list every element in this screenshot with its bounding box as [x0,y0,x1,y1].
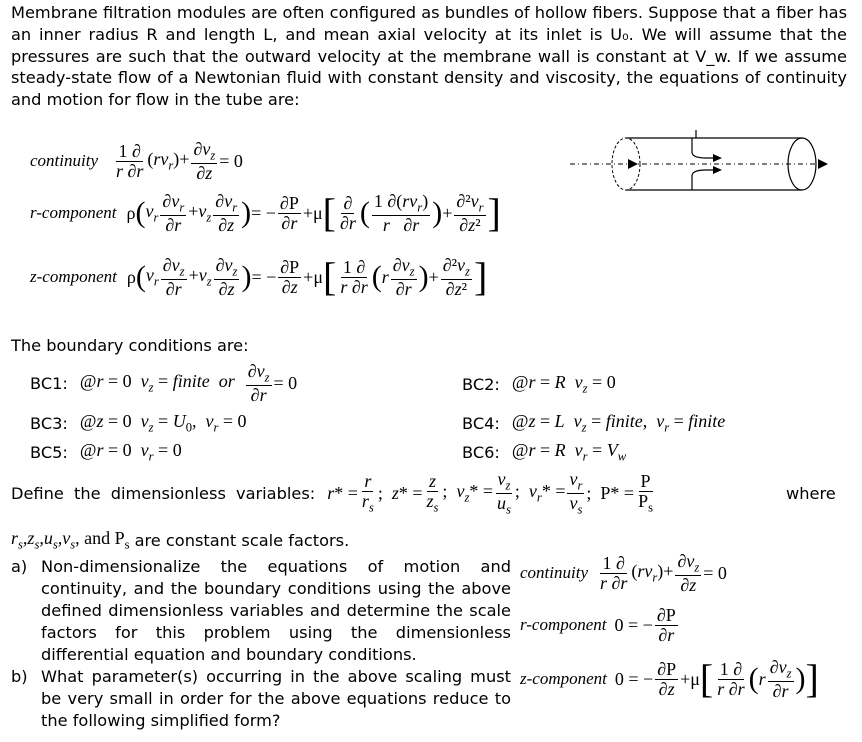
bc2-row: BC2: @r = R $v_z = 0$ [462,372,616,396]
r-component-equation: r-component ρ ( $v_r$ $\frac{\partial v_r}{\partial r}$ $+v_z$ $\frac{\partial v_r}{\partial z}$ ) = − $\frac{\partial P}{\partial r}$ +μ [ $\frac{\partial}{\partial r}$ ( $\frac{1 \partial(rv_r)}{r \partial r}$ ) + $\frac{\partial^2v_r}{\text{∂z²}}$ ] [30,190,501,236]
bc6-row: BC6: @r = R $v_r = V_w$ [462,440,627,464]
bc3-label: BC3: [30,413,68,433]
r-component-label: r-component [30,203,117,223]
question-b [11,666,511,732]
bc1-row: BC1: @r = 0 $v_z$ = finite or $\frac{\partial v_z}{\partial r}$ = 0 [30,361,298,405]
simplified-continuity: continuity $\frac{1 \partial}{r \partial r}$ $(rv_r)+$ $\frac{\partial v_z}{\partial z}$ = 0 [520,551,727,595]
bc2-label: BC2: [462,374,500,394]
where-text: where [786,484,836,503]
bc5-label: BC5: [30,442,68,462]
simplified-continuity-label: continuity [520,563,588,583]
simplified-r-component: r-component 0 = − $\frac{\partial P}{\partial r}$ [520,605,676,645]
bc1-label: BC1: [30,373,68,393]
question-b-text: What parameter(s) occurring in the above scaling must be very small in order for the above equations reduce to the following simplified form? [41,667,511,730]
hollow-fiber-diagram [566,128,836,198]
z-component-label: z-component [30,267,117,287]
bc4-label: BC4: [462,413,500,433]
question-a-text: Non-dimensionalize the equations of motion and continuity, and the boundary conditions using the above defined dimensionless variables and determine the scale factors for this problem using the dimensionless differential equation and boundary conditions. [41,557,511,664]
boundary-heading: The boundary conditions are: [11,336,249,355]
continuity-equation: continuity $\frac{1 \partial}{r \partial r}$ $(rv_r)+$ $\frac{\partial v_z}{\partial z}$ = 0 [30,139,243,183]
intro-text: Membrane filtration modules are often configured as bundles of hollow fibers. Suppose that a fiber has an inner radius R and length L, and mean axial velocity at its inlet is U₀. We will assume that the pressures are such that the outward velocity at the membrane wall is constant at V_w. If we assume steady-state flow of a Newtonian fluid with constant density and viscosity, the equations of continuity and motion for flow in the tube are: [11,3,847,110]
question-a [11,556,511,666]
simplified-z-component: z-component 0 = − $\frac{\partial P}{\partial z}$ +μ [ $\frac{1 \partial}{r \partial r}$ ( r $\frac{\partial v_z}{\partial r}$ ) ] [520,656,819,702]
simplified-r-label: r-component [520,615,607,635]
continuity-label: continuity [30,151,98,171]
question-list [11,556,511,732]
bc3-row: BC3: @z = 0 $v_z = U_0$, $v_r = 0$ [30,411,247,435]
question-b-marker: b) [11,667,28,686]
bc5-row: BC5: @r = 0 $v_r = 0$ [30,440,182,464]
intro-paragraph [11,2,847,111]
bc4-row: BC4: @z = L $v_z$ = finite, $v_r$ = finite [462,411,726,435]
define-text: Define the dimensionless variables: [11,483,316,503]
simplified-z-label: z-component [520,669,607,689]
scale-factors-row: $r_s,z_s,u_s,v_s$ , and $P_s$ are constant scale factors. [11,528,350,552]
z-component-equation: z-component ρ ( $v_r$ $\frac{\partial v_z}{\partial r}$ $+v_z$ $\frac{\partial v_z}{\partial z}$ ) = − $\frac{\partial P}{\partial z}$ +μ [ $\frac{1 \partial}{r \partial r}$ ( r $\frac{\partial v_z}{\partial r}$ ) + $\frac{\partial^2v_z}{\text{∂z²}}$ ] [30,254,488,300]
question-a-marker: a) [11,557,28,576]
scale-text: are constant scale factors. [134,530,350,550]
define-row: Define the dimensionless variables: r* = $\frac{r}{r_s}$ ; z* = $\frac{z}{z_s}$ ; $v_z*$ = $\frac{v_z}{u_s}$ ; $v_r*$ = $\frac{v_r}{v_s}$ ; P* = $\frac{P}{P_s}$ [11,469,653,517]
bc6-label: BC6: [462,442,500,462]
